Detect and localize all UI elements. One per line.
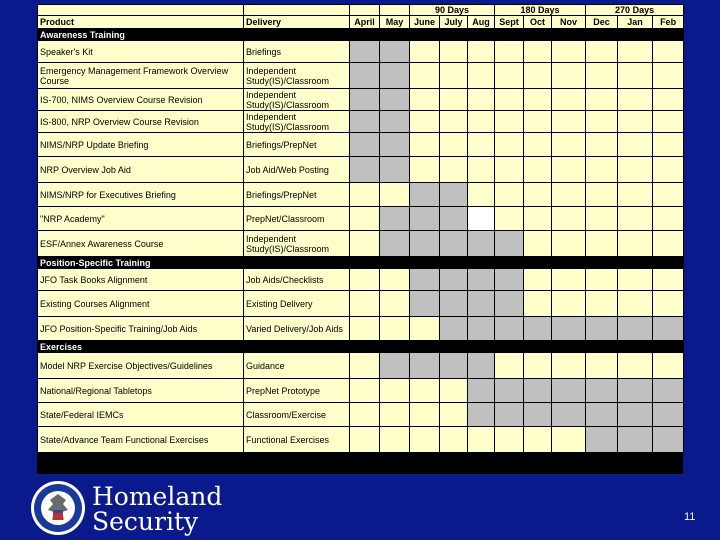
month-cell bbox=[468, 157, 495, 183]
month-cell-scheduled bbox=[468, 403, 495, 427]
product-cell: State/Advance Team Functional Exercises bbox=[38, 427, 244, 453]
month-cell-scheduled bbox=[495, 269, 524, 291]
month-cell bbox=[440, 89, 468, 111]
month-cell bbox=[586, 41, 618, 63]
month-cell-scheduled bbox=[440, 291, 468, 317]
month-cell bbox=[618, 111, 653, 133]
month-cell-scheduled bbox=[618, 403, 653, 427]
product-cell: Model NRP Exercise Objectives/Guidelines bbox=[38, 353, 244, 379]
month-cell bbox=[495, 157, 524, 183]
month-cell bbox=[380, 379, 410, 403]
month-cell-scheduled bbox=[495, 403, 524, 427]
product-cell: NIMS/NRP Update Briefing bbox=[38, 133, 244, 157]
month-cell-scheduled bbox=[618, 427, 653, 453]
delivery-column-header: Delivery bbox=[244, 16, 350, 29]
month-cell bbox=[524, 231, 552, 257]
month-cell-scheduled bbox=[380, 207, 410, 231]
schedule-row bbox=[38, 133, 684, 157]
month-cell bbox=[350, 403, 380, 427]
month-cell-scheduled bbox=[410, 269, 440, 291]
delivery-cell: Briefings/PrepNet bbox=[244, 183, 350, 207]
month-cell-scheduled bbox=[524, 379, 552, 403]
delivery-cell: Guidance bbox=[244, 353, 350, 379]
month-cell bbox=[524, 291, 552, 317]
month-cell bbox=[495, 89, 524, 111]
month-cell bbox=[350, 183, 380, 207]
delivery-cell: Existing Delivery bbox=[244, 291, 350, 317]
month-cell bbox=[440, 379, 468, 403]
month-cell bbox=[524, 63, 552, 89]
month-cell bbox=[586, 231, 618, 257]
month-cell-scheduled bbox=[380, 111, 410, 133]
product-cell: JFO Position-Specific Training/Job Aids bbox=[38, 317, 244, 341]
month-cell bbox=[653, 207, 684, 231]
period-90-days: 90 Days bbox=[410, 5, 495, 16]
month-cell bbox=[552, 63, 586, 89]
delivery-cell: Varied Delivery/Job Aids bbox=[244, 317, 350, 341]
month-cell bbox=[350, 379, 380, 403]
month-cell bbox=[440, 111, 468, 133]
month-cell bbox=[468, 63, 495, 89]
month-cell bbox=[618, 89, 653, 111]
product-cell: National/Regional Tabletops bbox=[38, 379, 244, 403]
month-cell bbox=[586, 291, 618, 317]
schedule-row bbox=[38, 231, 684, 257]
month-cell-scheduled bbox=[350, 41, 380, 63]
month-cell bbox=[495, 133, 524, 157]
month-cell-scheduled bbox=[468, 231, 495, 257]
month-cell bbox=[524, 269, 552, 291]
month-cell-scheduled bbox=[586, 427, 618, 453]
month-cell bbox=[653, 231, 684, 257]
month-header: June bbox=[410, 16, 440, 29]
month-cell bbox=[495, 41, 524, 63]
month-cell bbox=[380, 427, 410, 453]
month-cell bbox=[618, 183, 653, 207]
period-spacer bbox=[244, 5, 350, 16]
month-cell-scheduled bbox=[380, 133, 410, 157]
product-cell: State/Federal IEMCs bbox=[38, 403, 244, 427]
month-cell bbox=[440, 157, 468, 183]
month-cell bbox=[653, 41, 684, 63]
schedule-table bbox=[37, 4, 684, 453]
product-cell: JFO Task Books Alignment bbox=[38, 269, 244, 291]
month-cell bbox=[440, 427, 468, 453]
month-header: Oct bbox=[524, 16, 552, 29]
month-header: Feb bbox=[653, 16, 684, 29]
month-cell-scheduled bbox=[440, 269, 468, 291]
schedule-row bbox=[38, 157, 684, 183]
month-cell bbox=[552, 427, 586, 453]
month-cell bbox=[350, 269, 380, 291]
month-cell-scheduled bbox=[440, 207, 468, 231]
month-cell bbox=[440, 63, 468, 89]
month-cell bbox=[350, 427, 380, 453]
delivery-cell: Functional Exercises bbox=[244, 427, 350, 453]
month-cell-scheduled bbox=[440, 183, 468, 207]
month-cell bbox=[350, 291, 380, 317]
schedule-row bbox=[38, 183, 684, 207]
month-cell-scheduled bbox=[468, 207, 495, 231]
month-cell bbox=[524, 207, 552, 231]
month-cell-scheduled bbox=[653, 317, 684, 341]
month-cell-scheduled bbox=[440, 317, 468, 341]
month-cell-scheduled bbox=[440, 353, 468, 379]
delivery-cell: PrepNet Prototype bbox=[244, 379, 350, 403]
month-cell bbox=[495, 183, 524, 207]
month-cell-scheduled bbox=[552, 403, 586, 427]
product-cell: Existing Courses Alignment bbox=[38, 291, 244, 317]
month-cell-scheduled bbox=[618, 379, 653, 403]
delivery-cell: Independent Study(IS)/Classroom bbox=[244, 231, 350, 257]
section-title: Exercises bbox=[38, 341, 684, 353]
month-cell bbox=[618, 41, 653, 63]
delivery-cell: Briefings/PrepNet bbox=[244, 133, 350, 157]
section-header bbox=[38, 341, 684, 353]
delivery-cell: Briefings bbox=[244, 41, 350, 63]
month-cell-scheduled bbox=[653, 403, 684, 427]
month-cell-scheduled bbox=[380, 63, 410, 89]
month-cell bbox=[350, 353, 380, 379]
month-cell-scheduled bbox=[586, 379, 618, 403]
month-cell bbox=[524, 41, 552, 63]
month-cell-scheduled bbox=[468, 379, 495, 403]
month-header: April bbox=[350, 16, 380, 29]
month-cell bbox=[468, 133, 495, 157]
month-cell bbox=[586, 111, 618, 133]
month-cell bbox=[653, 89, 684, 111]
month-cell bbox=[410, 427, 440, 453]
month-cell bbox=[495, 207, 524, 231]
month-cell bbox=[350, 317, 380, 341]
brand-line-2: Security bbox=[92, 507, 199, 536]
month-cell-scheduled bbox=[350, 157, 380, 183]
month-header: Jan bbox=[618, 16, 653, 29]
month-cell bbox=[552, 269, 586, 291]
delivery-cell: Independent Study(IS)/Classroom bbox=[244, 63, 350, 89]
month-cell bbox=[524, 133, 552, 157]
month-cell bbox=[380, 269, 410, 291]
delivery-cell: Independent Study(IS)/Classroom bbox=[244, 111, 350, 133]
month-header: May bbox=[380, 16, 410, 29]
month-cell bbox=[440, 403, 468, 427]
product-cell: IS-800, NRP Overview Course Revision bbox=[38, 111, 244, 133]
page-number: 11 bbox=[684, 511, 696, 523]
schedule-row bbox=[38, 317, 684, 341]
month-cell bbox=[410, 63, 440, 89]
month-cell bbox=[440, 133, 468, 157]
month-cell bbox=[380, 317, 410, 341]
month-cell-scheduled bbox=[440, 231, 468, 257]
month-cell bbox=[468, 41, 495, 63]
month-cell-scheduled bbox=[380, 157, 410, 183]
month-cell bbox=[552, 353, 586, 379]
schedule-row bbox=[38, 353, 684, 379]
brand-line-1: Homeland bbox=[92, 482, 223, 511]
month-cell bbox=[552, 207, 586, 231]
month-cell bbox=[618, 157, 653, 183]
month-cell bbox=[552, 111, 586, 133]
period-180-days: 180 Days bbox=[495, 5, 586, 16]
month-cell bbox=[653, 353, 684, 379]
month-cell-scheduled bbox=[653, 427, 684, 453]
schedule-row bbox=[38, 291, 684, 317]
month-cell-scheduled bbox=[380, 89, 410, 111]
month-cell bbox=[410, 317, 440, 341]
month-cell-scheduled bbox=[468, 269, 495, 291]
month-cell bbox=[468, 427, 495, 453]
month-cell-scheduled bbox=[586, 403, 618, 427]
month-cell bbox=[552, 133, 586, 157]
month-cell bbox=[552, 183, 586, 207]
month-cell bbox=[618, 63, 653, 89]
month-cell-scheduled bbox=[350, 89, 380, 111]
month-header: Dec bbox=[586, 16, 618, 29]
month-cell-scheduled bbox=[350, 133, 380, 157]
month-cell bbox=[524, 111, 552, 133]
column-header-row bbox=[38, 16, 684, 29]
month-cell-scheduled bbox=[410, 207, 440, 231]
month-cell bbox=[552, 231, 586, 257]
month-header: July bbox=[440, 16, 468, 29]
month-cell-scheduled bbox=[552, 379, 586, 403]
month-cell-scheduled bbox=[653, 379, 684, 403]
product-cell: NRP Overview Job Aid bbox=[38, 157, 244, 183]
product-cell: "NRP Academy" bbox=[38, 207, 244, 231]
month-cell bbox=[552, 157, 586, 183]
dhs-seal-icon bbox=[30, 480, 86, 536]
month-cell bbox=[552, 291, 586, 317]
section-title: Awareness Training bbox=[38, 29, 684, 41]
month-cell-scheduled bbox=[468, 353, 495, 379]
month-cell bbox=[524, 427, 552, 453]
section-header bbox=[38, 257, 684, 269]
schedule-row bbox=[38, 89, 684, 111]
month-cell bbox=[586, 63, 618, 89]
delivery-cell: Job Aid/Web Posting bbox=[244, 157, 350, 183]
section-title: Position-Specific Training bbox=[38, 257, 684, 269]
month-cell bbox=[380, 183, 410, 207]
month-cell bbox=[440, 41, 468, 63]
month-cell bbox=[618, 291, 653, 317]
month-cell bbox=[653, 291, 684, 317]
month-cell bbox=[653, 183, 684, 207]
month-cell bbox=[350, 231, 380, 257]
month-cell bbox=[586, 269, 618, 291]
month-header: Aug bbox=[468, 16, 495, 29]
month-cell bbox=[618, 133, 653, 157]
product-cell: ESF/Annex Awareness Course bbox=[38, 231, 244, 257]
product-cell: Emergency Management Framework Overview Course bbox=[38, 63, 244, 89]
month-cell bbox=[524, 353, 552, 379]
schedule-row bbox=[38, 41, 684, 63]
product-cell: NIMS/NRP for Executives Briefing bbox=[38, 183, 244, 207]
month-cell bbox=[410, 41, 440, 63]
month-cell bbox=[380, 291, 410, 317]
month-cell bbox=[586, 89, 618, 111]
product-column-header: Product bbox=[38, 16, 244, 29]
month-cell-scheduled bbox=[350, 111, 380, 133]
month-cell-scheduled bbox=[380, 41, 410, 63]
month-cell bbox=[410, 133, 440, 157]
period-spacer bbox=[350, 5, 380, 16]
month-cell bbox=[380, 403, 410, 427]
period-header-row bbox=[38, 5, 684, 16]
month-cell bbox=[618, 353, 653, 379]
month-cell bbox=[653, 133, 684, 157]
month-cell-scheduled bbox=[586, 317, 618, 341]
month-cell-scheduled bbox=[380, 353, 410, 379]
month-cell bbox=[410, 89, 440, 111]
delivery-cell: Classroom/Exercise bbox=[244, 403, 350, 427]
schedule-row bbox=[38, 427, 684, 453]
month-cell bbox=[653, 269, 684, 291]
month-cell bbox=[524, 89, 552, 111]
month-cell-scheduled bbox=[552, 317, 586, 341]
delivery-cell: PrepNet/Classroom bbox=[244, 207, 350, 231]
month-cell-scheduled bbox=[410, 353, 440, 379]
month-cell-scheduled bbox=[410, 291, 440, 317]
month-cell bbox=[468, 89, 495, 111]
month-cell-scheduled bbox=[468, 317, 495, 341]
section-header bbox=[38, 29, 684, 41]
month-header: Sept bbox=[495, 16, 524, 29]
month-cell bbox=[586, 353, 618, 379]
month-cell-scheduled bbox=[495, 379, 524, 403]
month-cell bbox=[552, 41, 586, 63]
month-cell bbox=[495, 427, 524, 453]
schedule-row bbox=[38, 63, 684, 89]
month-cell bbox=[618, 231, 653, 257]
period-spacer bbox=[380, 5, 410, 16]
delivery-cell: Job Aids/Checklists bbox=[244, 269, 350, 291]
month-cell bbox=[410, 379, 440, 403]
month-cell-scheduled bbox=[380, 231, 410, 257]
month-cell bbox=[495, 111, 524, 133]
month-cell-scheduled bbox=[495, 291, 524, 317]
month-cell bbox=[552, 89, 586, 111]
schedule-row bbox=[38, 111, 684, 133]
month-cell-scheduled bbox=[495, 231, 524, 257]
month-cell bbox=[468, 111, 495, 133]
month-cell bbox=[350, 207, 380, 231]
month-cell bbox=[410, 111, 440, 133]
product-cell: IS-700, NIMS Overview Course Revision bbox=[38, 89, 244, 111]
delivery-cell: Independent Study(IS)/Classroom bbox=[244, 89, 350, 111]
month-cell-scheduled bbox=[524, 403, 552, 427]
schedule-row bbox=[38, 403, 684, 427]
month-cell bbox=[524, 183, 552, 207]
month-cell bbox=[618, 269, 653, 291]
schedule-row bbox=[38, 207, 684, 231]
month-cell-scheduled bbox=[495, 317, 524, 341]
month-cell bbox=[586, 133, 618, 157]
month-cell bbox=[410, 403, 440, 427]
month-cell bbox=[653, 157, 684, 183]
schedule-row bbox=[38, 269, 684, 291]
month-cell bbox=[495, 63, 524, 89]
month-cell bbox=[586, 207, 618, 231]
month-cell-scheduled bbox=[410, 231, 440, 257]
period-spacer bbox=[38, 5, 244, 16]
month-cell bbox=[586, 157, 618, 183]
month-cell bbox=[653, 63, 684, 89]
month-cell bbox=[653, 111, 684, 133]
month-cell-scheduled bbox=[410, 183, 440, 207]
period-270-days: 270 Days bbox=[586, 5, 684, 16]
brand-wordmark bbox=[92, 484, 222, 534]
month-cell bbox=[524, 157, 552, 183]
month-cell-scheduled bbox=[350, 63, 380, 89]
schedule-row bbox=[38, 379, 684, 403]
month-cell bbox=[495, 353, 524, 379]
month-cell-scheduled bbox=[618, 317, 653, 341]
month-cell bbox=[586, 183, 618, 207]
month-cell-scheduled bbox=[524, 317, 552, 341]
month-cell bbox=[468, 183, 495, 207]
month-cell bbox=[410, 157, 440, 183]
month-cell bbox=[618, 207, 653, 231]
month-cell-scheduled bbox=[468, 291, 495, 317]
month-header: Nov bbox=[552, 16, 586, 29]
product-cell: Speaker's Kit bbox=[38, 41, 244, 63]
